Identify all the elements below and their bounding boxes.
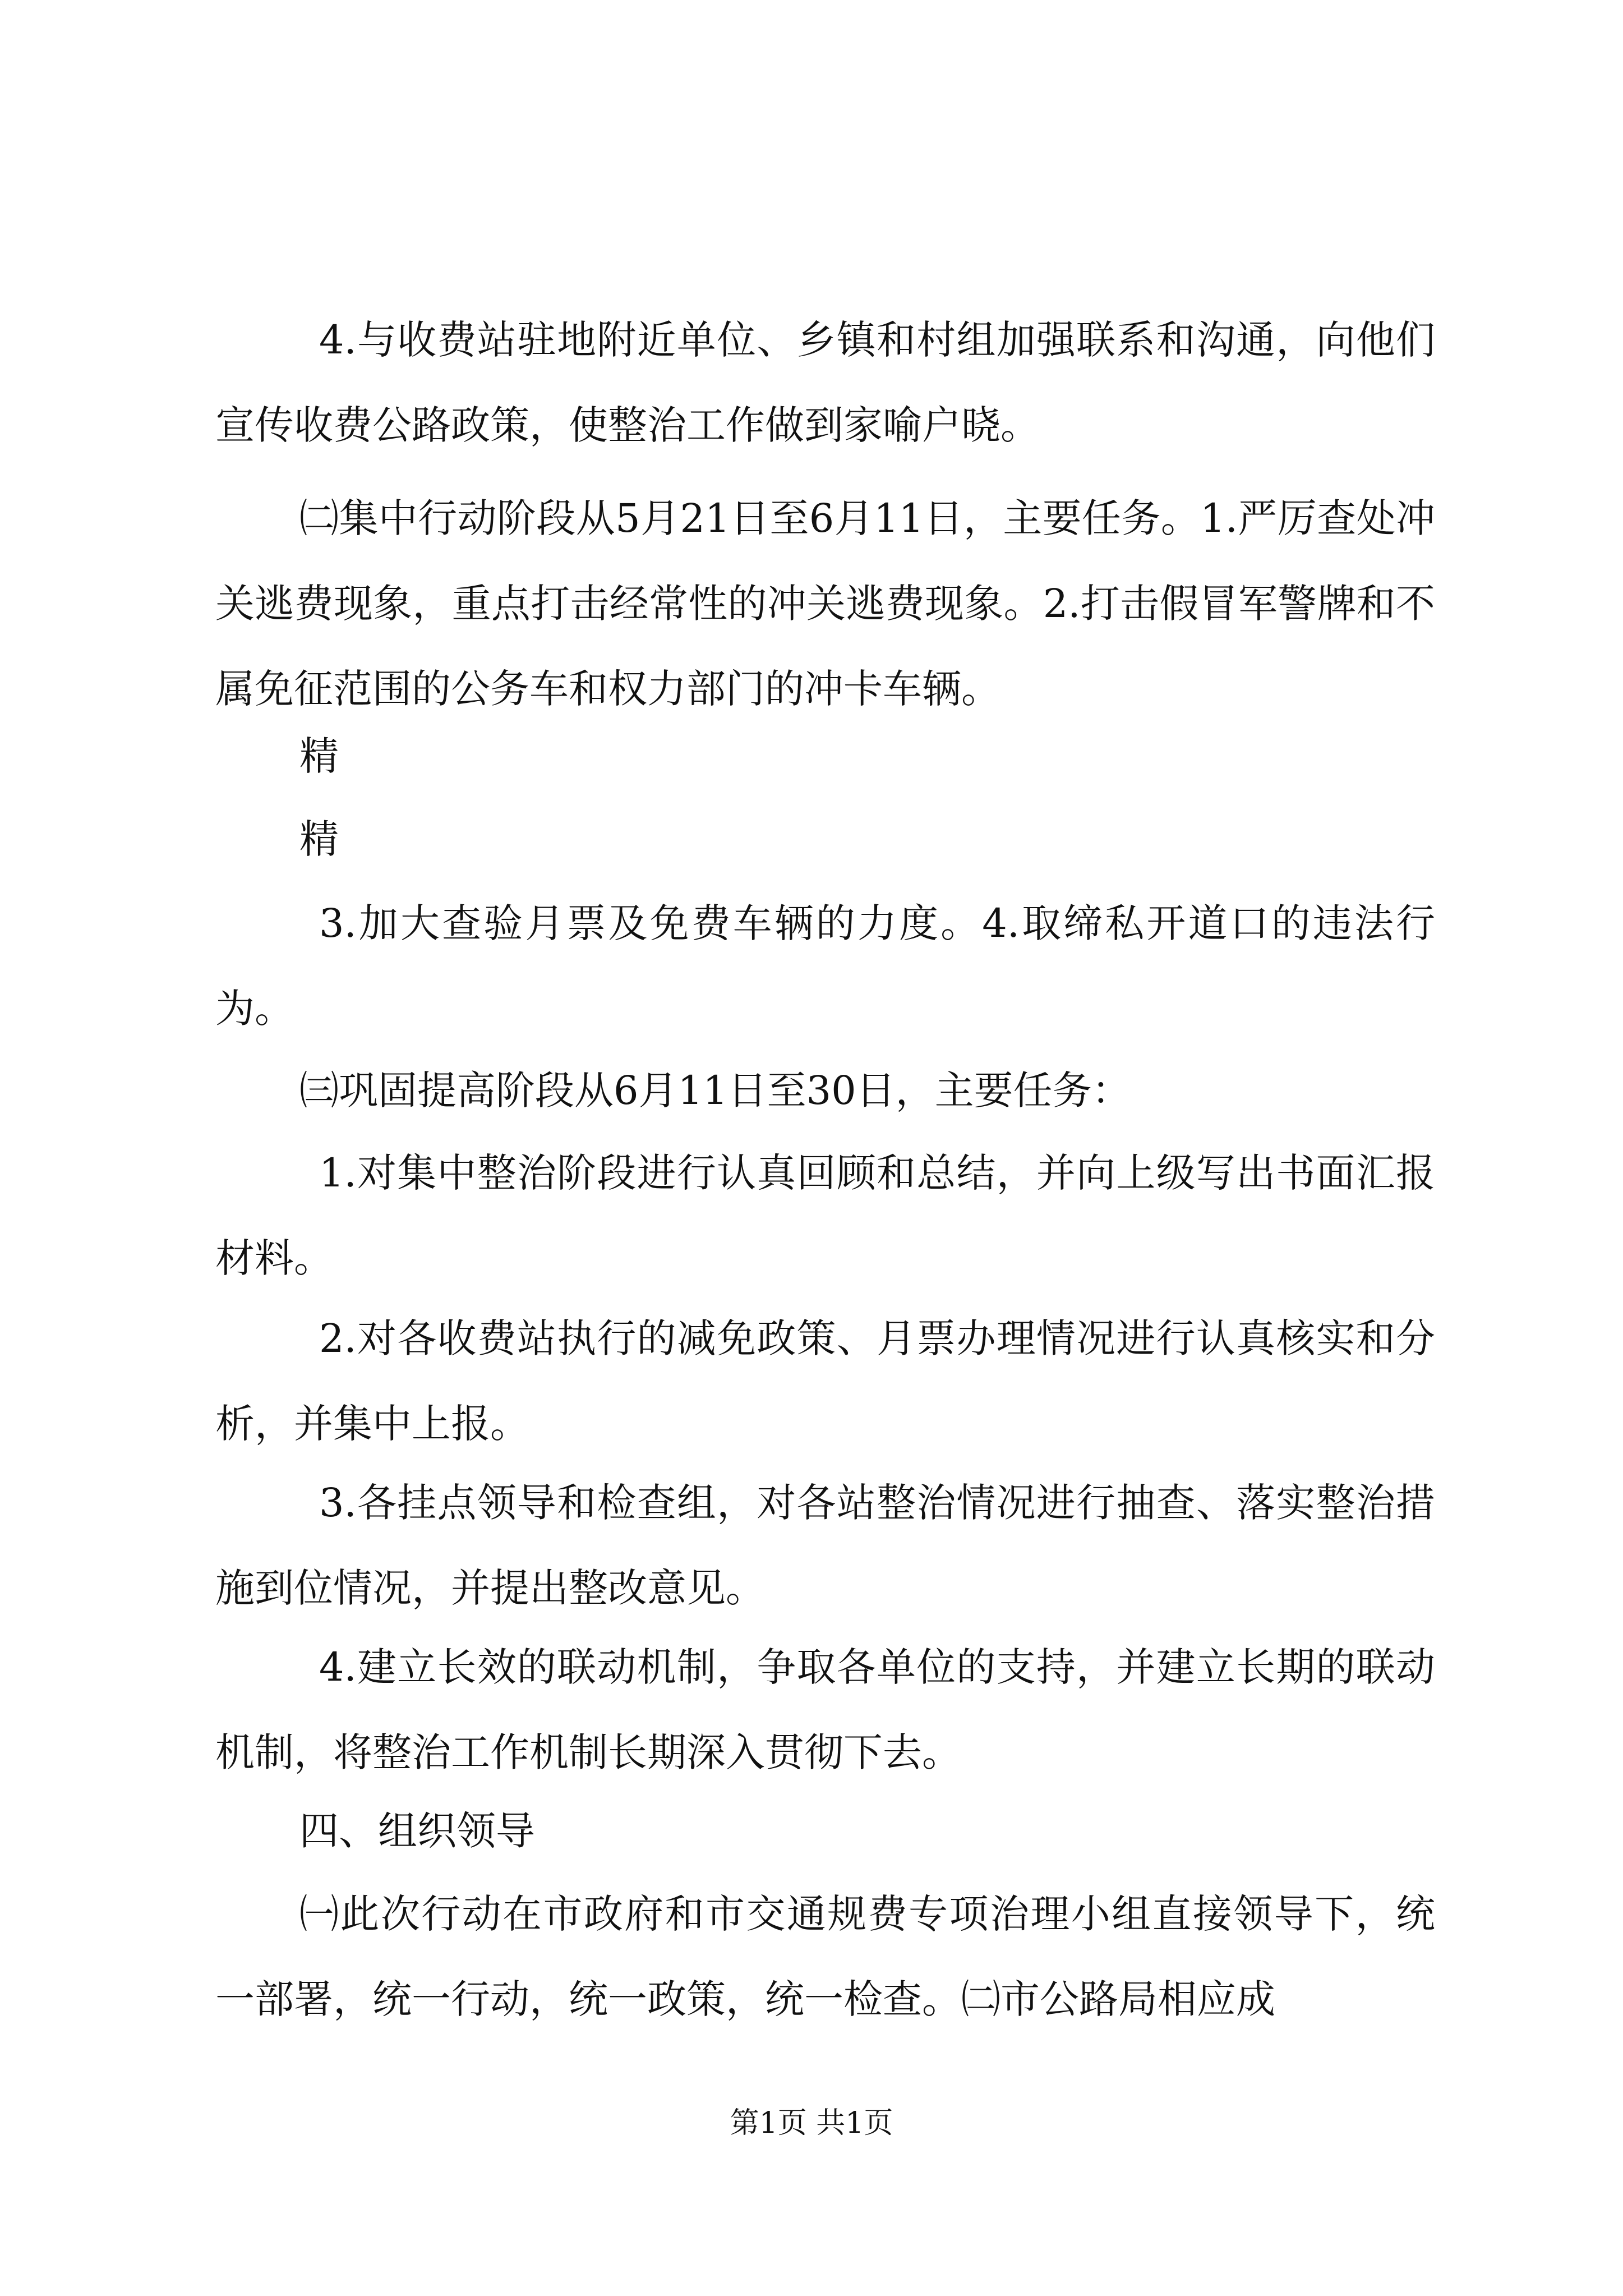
paragraph-10: 4.建立长效的联动机制，争取各单位的支持，并建立长期的联动机制，将整治工作机制长期深入贯彻下去。 <box>215 1644 1435 1775</box>
paragraph-5: 3.加大查验月票及免费车辆的力度。4.取缔私开道口的违法行为。 <box>215 900 1435 1032</box>
page-footer <box>0 2101 1623 2146</box>
paragraph-2: ㈡集中行动阶段从5月21日至6月11日，主要任务。1.严厉查处冲关逃费现象，重点打击经常性的冲关逃费现象。2.打击假冒军警牌和不属免征范围的公务车和权力部门的冲卡车辆。 <box>215 495 1435 712</box>
paragraph-1: 4.与收费站驻地附近单位、乡镇和村组加强联系和沟通，向他们宣传收费公路政策，使整治工作做到家喻户晓。 <box>215 317 1435 448</box>
paragraph-12: ㈠此次行动在市政府和市交通规费专项治理小组直接领导下，统一部署，统一行动，统一政策，统一检查。㈡市公路局相应成 <box>215 1891 1435 2022</box>
paragraph-6: ㈢巩固提高阶段从6月11日至30日，主要任务： <box>299 1068 1131 1114</box>
paragraph-4: 精 <box>299 816 339 862</box>
paragraph-11: 四、组织领导 <box>299 1808 535 1854</box>
page-number-label: 第1页 共1页 <box>730 2106 893 2140</box>
paragraph-8: 2.对各收费站执行的减免政策、月票办理情况进行认真核实和分析，并集中上报。 <box>215 1315 1435 1447</box>
paragraph-9: 3.各挂点领导和检查组，对各站整治情况进行抽查、落实整治措施到位情况，并提出整改意见。 <box>215 1480 1435 1611</box>
paragraph-7: 1.对集中整治阶段进行认真回顾和总结，并向上级写出书面汇报材料。 <box>215 1150 1435 1281</box>
paragraph-3: 精 <box>299 733 339 779</box>
